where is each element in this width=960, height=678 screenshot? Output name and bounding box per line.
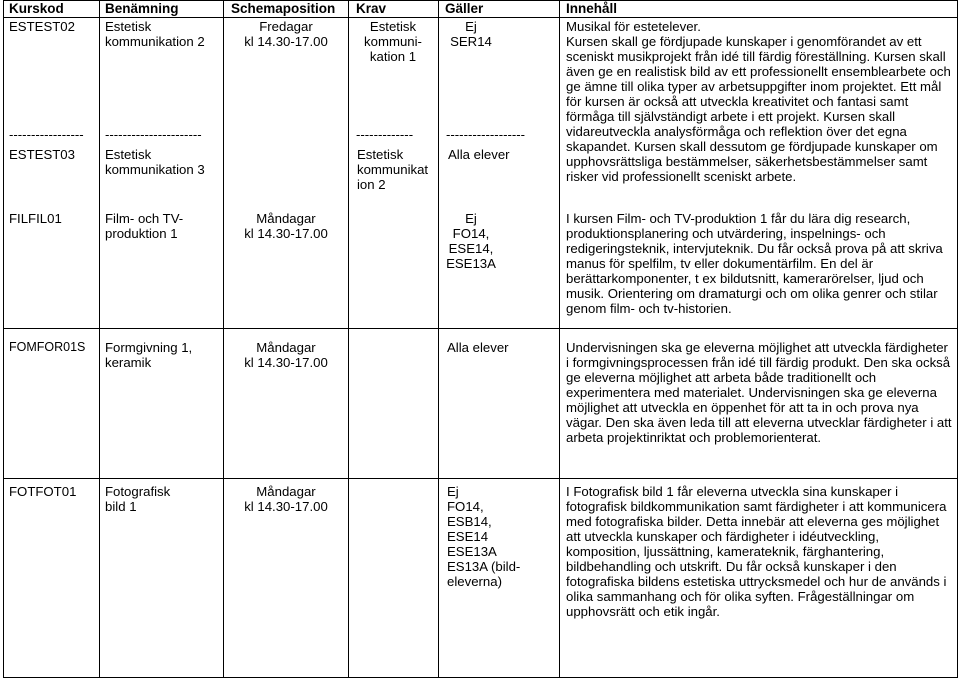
separator-dashes: ---------------------- bbox=[105, 127, 202, 142]
col-divider bbox=[957, 0, 958, 678]
cell-schemaposition: Fredagar kl 14.30-17.00 bbox=[244, 19, 328, 49]
course-table bbox=[3, 0, 958, 678]
col-divider bbox=[3, 0, 4, 678]
cell-benamning: Fotografisk bild 1 bbox=[105, 484, 171, 514]
cell-benamning: Formgivning 1, keramik bbox=[105, 340, 193, 370]
col-divider bbox=[438, 0, 439, 678]
cell-galler: Ej SER14 bbox=[450, 19, 492, 49]
separator-dashes: ----------------- bbox=[9, 127, 84, 142]
cell-innehall: I kursen Film- och TV-produktion 1 får du lära dig research, produktionsplanering och utvärdering, inspelnings- och redigeringsteknik, intervjuteknik. Du får också prova på att skriva manus för spelfilm, tv eller dokumentärfilm. En del är berättarkomponenter, t ex bildutsnitt, kamerarörelser, ljud och musik. Orientering om dramaturgi och om olika genrer och stilar genom film- och tv-historien. bbox=[566, 211, 943, 316]
cell-schemaposition: Måndagar kl 14.30-17.00 bbox=[244, 340, 328, 370]
cell-galler: Alla elever bbox=[447, 340, 509, 355]
row-divider bbox=[3, 478, 958, 479]
header-divider bbox=[3, 17, 958, 18]
cell-benamning: Estetisk kommunikation 3 bbox=[105, 147, 205, 177]
cell-krav: Estetisk kommuni- kation 1 bbox=[364, 19, 422, 64]
cell-galler: Ej FO14, ESE14, ESE13A bbox=[446, 211, 496, 271]
header-schemaposition: Schemaposition bbox=[231, 1, 336, 16]
header-galler: Gäller bbox=[445, 1, 484, 16]
cell-benamning: Film- och TV- produktion 1 bbox=[105, 211, 184, 241]
cell-kurskod: FOMFOR01S bbox=[9, 340, 86, 354]
col-divider bbox=[99, 0, 100, 678]
cell-schemaposition: Måndagar kl 14.30-17.00 bbox=[244, 484, 328, 514]
col-divider bbox=[223, 0, 224, 678]
cell-kurskod: FOTFOT01 bbox=[9, 484, 77, 499]
row-divider bbox=[3, 328, 958, 329]
header-benamning: Benämning bbox=[105, 1, 179, 16]
col-divider bbox=[348, 0, 349, 678]
header-innehall: Innehåll bbox=[566, 1, 618, 16]
cell-innehall: I Fotografisk bild 1 får eleverna utveckla sina kunskaper i fotografisk bildkommunikation samt färdigheter i att kommunicera med fotografiska bilder. Detta innebär att eleverna ges möjlighet att utveckla kunskaper och färdigheter i idéutveckling, komposition, ljussättning, kamerateknik, färghantering, bildbehandling och utskrift. Du får också kunskaper i den fotografiska bildens estetiska uttrycksmedel och hur de används i olika sammanhang och för olika syften. Frågeställningar om upphovsrätt och etik ingår. bbox=[566, 484, 947, 619]
cell-krav: Estetisk kommunikat ion 2 bbox=[357, 147, 429, 192]
separator-dashes: ------------------ bbox=[446, 127, 526, 142]
col-divider bbox=[559, 0, 560, 678]
cell-kurskod: FILFIL01 bbox=[9, 211, 62, 226]
cell-innehall: Undervisningen ska ge eleverna möjlighet att utveckla färdigheter i formgivningsprocessen från idé till färdig produkt. Den ska också ge eleverna möjlighet att arbeta både traditionellt och experimentera med materialet. Undervisningen ska ge eleverna möjlighet att utveckla en öppenhet för att ta in och prova nya vägar. Den ska även leda till att eleverna utvecklar färdigheter i att arbeta projektinriktat och problemorienterat. bbox=[566, 340, 952, 445]
separator-dashes: ------------- bbox=[356, 127, 414, 142]
cell-benamning: Estetisk kommunikation 2 bbox=[105, 19, 205, 49]
header-kurskod: Kurskod bbox=[9, 1, 64, 16]
cell-schemaposition: Måndagar kl 14.30-17.00 bbox=[244, 211, 328, 241]
cell-galler: Ej FO14, ESB14, ESE14 ESE13A ES13A (bild- eleverna) bbox=[447, 484, 521, 589]
cell-galler: Alla elever bbox=[448, 147, 510, 162]
cell-innehall: Musikal för estetelever. Kursen skall ge fördjupade kunskaper i genomförandet av ett sceniskt musikprojekt från idé till färdig föreställning. Kursen skall även ge en realistisk bild av ett professionellt ensemblearbete och ge ämne till olika typer av arbetsuppgifter inom projektet. Ett mål för kursen är också att utveckla kreativitet och fantasi samt förmåga till självständigt arbete i ett projekt. Kursen skall vidareutveckla analysförmåga och reflektion över det egna skapandet. Kursen skall dessutom ge fördjupade kunskaper om upphovsrättsliga bestämmelser, säkerhetsbestämmelser samt risker vid professionellt sceniskt arbete. bbox=[566, 19, 951, 184]
cell-kurskod: ESTEST02 bbox=[9, 19, 75, 34]
cell-kurskod: ESTEST03 bbox=[9, 147, 75, 162]
header-krav: Krav bbox=[356, 1, 387, 16]
